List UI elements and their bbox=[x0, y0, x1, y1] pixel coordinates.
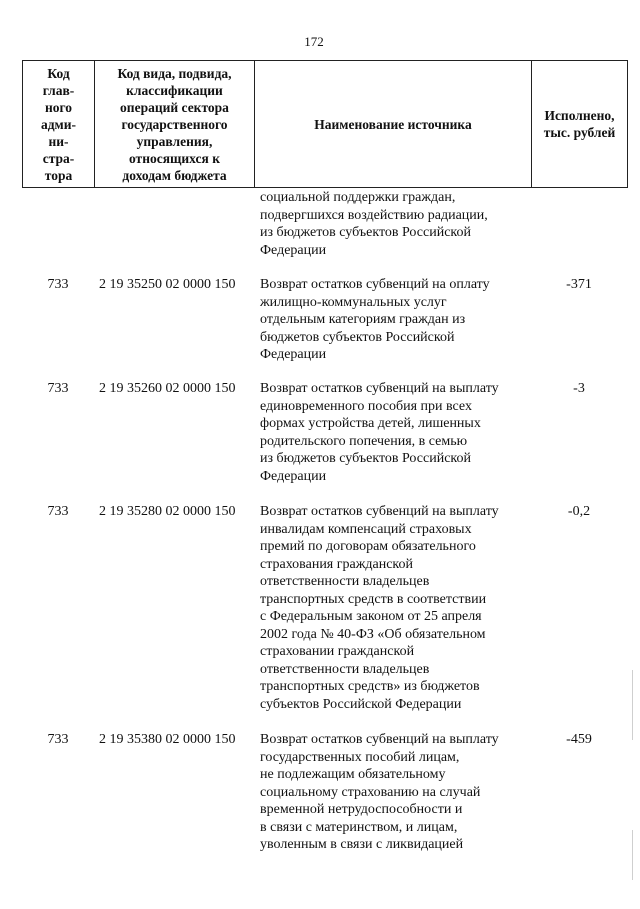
header-type-code bbox=[95, 60, 254, 188]
header-executed bbox=[532, 60, 627, 188]
row-classification-code: 2 19 35250 02 0000 150 bbox=[99, 277, 236, 292]
row-name: Возврат остатков субвенций на выплату единовременного пособия при всех формах устройства детей, лишенных родительского попечения, в семью из бюджетов субъектов Российской Федерации bbox=[260, 381, 499, 484]
scan-edge-mark bbox=[632, 670, 633, 740]
row-name: Возврат остатков субвенций на оплату жилищно-коммунальных услуг отдельным категориям граждан из бюджетов субъектов Российской Федерации bbox=[260, 277, 490, 362]
header-border-right bbox=[627, 60, 628, 188]
row-name: Возврат остатков субвенций на выплату государственных пособий лицам, не подлежащим обязательному социальному страхованию на случай временной нетрудоспособности и в связи с материнством, и лицам, уволенным в связи с ликвидацией bbox=[260, 732, 499, 852]
row-admin-code: 733 bbox=[47, 504, 69, 519]
page-number: 172 bbox=[304, 34, 324, 49]
row-classification-code: 2 19 35260 02 0000 150 bbox=[99, 381, 236, 396]
table-header bbox=[22, 60, 628, 188]
row-amount: -3 bbox=[573, 381, 585, 396]
header-admin-code-label: Код глав- ного адми- ни- стра- тора bbox=[40, 65, 77, 183]
row-amount: -459 bbox=[566, 732, 592, 747]
row-admin-code: 733 bbox=[47, 732, 69, 747]
header-admin-code bbox=[23, 60, 94, 188]
header-source-name bbox=[255, 60, 531, 188]
header-source-name-label: Наименование источника bbox=[314, 116, 472, 132]
row-name: социальной поддержки граждан, подвергшихся воздействию радиации, из бюджетов субъектов Российской Федерации bbox=[260, 190, 488, 258]
row-classification-code: 2 19 35380 02 0000 150 bbox=[99, 732, 236, 747]
row-amount: -0,2 bbox=[567, 504, 591, 519]
row-admin-code: 733 bbox=[47, 277, 69, 292]
row-admin-code: 733 bbox=[47, 381, 69, 396]
header-executed-label: Исполнено, тыс. рублей bbox=[543, 108, 616, 140]
row-classification-code: 2 19 35280 02 0000 150 bbox=[99, 504, 236, 519]
row-amount: -371 bbox=[566, 277, 592, 292]
row-name: Возврат остатков субвенций на выплату инвалидам компенсаций страховых премий по договорам обязательного страхования гражданской ответственности владельцев транспортных средств в соответствии с Федеральным законом от 25 апреля 2002 года № 40-ФЗ «Об обязательном страховании гражданской ответственности владельцев транспортных средств» из бюджетов субъектов Российской Федерации bbox=[260, 504, 499, 712]
scan-edge-mark bbox=[632, 830, 633, 880]
header-type-code-label: Код вида, подвида, классификации операций сектора государственного управления, относящихся к доходам бюджета bbox=[117, 65, 232, 183]
